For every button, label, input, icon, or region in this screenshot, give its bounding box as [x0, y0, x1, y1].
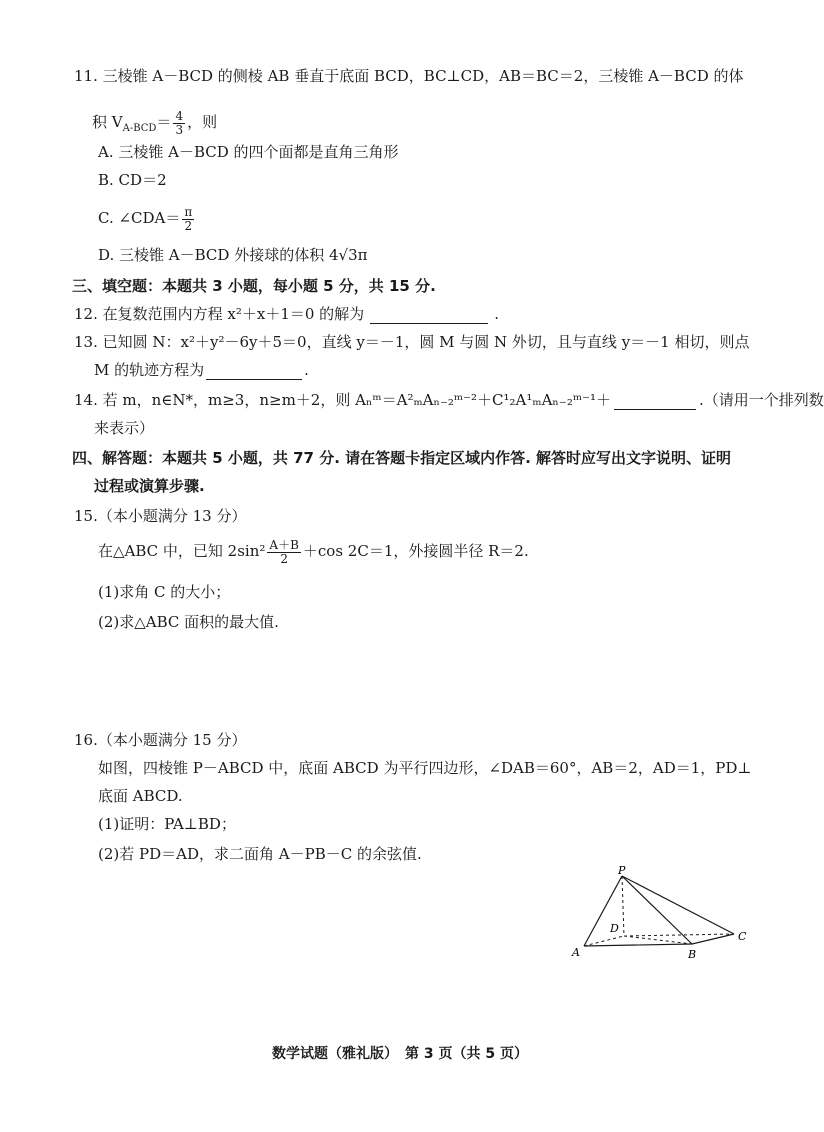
- q13-line1: 13. 已知圆 N：x²＋y²－6y＋5＝0，直线 y＝－1，圆 M 与圆 N 外切，且与直线 y＝－1 相切，则点: [74, 333, 750, 351]
- edge-AD: [584, 936, 624, 946]
- q16-stem1: 如图，四棱锥 P－ABCD 中，底面 ABCD 为平行四边形，∠DAB＝60°，AB＝2，AD＝1，PD⊥: [98, 759, 752, 777]
- q12-end: .: [494, 305, 499, 323]
- page-footer: 数学试题（雅礼版） 第 3 页（共 5 页）: [272, 1046, 528, 1062]
- edge-BC: [692, 934, 734, 944]
- q16-part1: (1)证明：PA⊥BD；: [98, 815, 236, 833]
- edge-DC: [624, 934, 734, 936]
- q15-frac-den: 2: [280, 551, 288, 566]
- edge-DB: [624, 936, 692, 944]
- section4-heading-cont: 过程或演算步骤.: [94, 477, 205, 495]
- q13-answer-blank[interactable]: [206, 363, 302, 380]
- q15-frac-num: A＋B: [269, 537, 299, 552]
- q11-volume-sub: A-BCD: [122, 123, 157, 134]
- q11-optc-num: π: [184, 204, 193, 219]
- edge-AB: [584, 944, 692, 946]
- q15-part2: (2)求△ABC 面积的最大值.: [98, 613, 279, 631]
- label-P: P: [618, 864, 626, 877]
- q15-stem-post: ＋cos 2C＝1，外接圆半径 R＝2.: [302, 542, 529, 560]
- q14-hint: .（请用一个排列数: [698, 391, 824, 409]
- q11-optc-den: 2: [184, 218, 193, 233]
- edge-PD: [622, 876, 624, 936]
- q16-part2: (2)若 PD＝AD，求二面角 A－PB－C 的余弦值.: [98, 845, 422, 863]
- q11-eq: ＝: [156, 113, 172, 131]
- q14-line2: 来表示）: [94, 419, 155, 437]
- q12-answer-blank[interactable]: [370, 307, 488, 324]
- edge-PA: [584, 876, 622, 946]
- label-A: A: [572, 946, 580, 959]
- q11-option-d: D. 三棱锥 A－BCD 外接球的体积 4√3π: [98, 246, 368, 264]
- edge-PB: [622, 876, 692, 944]
- label-B: B: [688, 948, 697, 961]
- q15-header: 15.（本小题满分 13 分）: [74, 507, 247, 525]
- q12-text: 12. 在复数范围内方程 x²＋x＋1＝0 的解为: [74, 305, 365, 323]
- edge-PC: [622, 876, 734, 934]
- q15-stem-pre: 在△ABC 中，已知 2sin²: [98, 542, 266, 560]
- label-D: D: [610, 922, 619, 935]
- q15-stem: [98, 532, 529, 570]
- q11-volume-fraction: [173, 110, 185, 137]
- q12: [74, 304, 499, 324]
- q13-text: M 的轨迹方程为: [94, 361, 205, 379]
- q13-end: .: [304, 361, 309, 379]
- q14-text: 14. 若 m，n∈N*，m≥3，n≥m＋2，则 Aₙᵐ＝A²ₘAₙ₋₂ᵐ⁻²＋C¹₂A¹ₘAₙ₋₂ᵐ⁻¹＋: [74, 391, 611, 409]
- q16-header: 16.（本小题满分 15 分）: [74, 731, 247, 749]
- q11-option-b: B. CD＝2: [98, 171, 167, 189]
- section4-heading: 四、解答题：本题共 5 小题，共 77 分. 请在答题卡指定区域内作答. 解答时应写出文字说明、证明: [72, 449, 732, 467]
- q11-option-c-fraction: [182, 206, 194, 233]
- q11-option-c: [98, 200, 196, 236]
- label-C: C: [738, 930, 747, 943]
- q11-frac-den: 3: [175, 122, 184, 137]
- q14-line1: [74, 390, 824, 410]
- q11-then: ，则: [187, 113, 218, 131]
- q15-fraction: [267, 539, 301, 566]
- q15-part1: (1)求角 C 的大小；: [98, 583, 231, 601]
- q13-line2: [94, 360, 309, 380]
- q11-option-a: A. 三棱锥 A－BCD 的四个面都是直角三角形: [98, 143, 399, 161]
- section3-heading: 三、填空题：本题共 3 小题，每小题 5 分，共 15 分.: [72, 277, 436, 295]
- q11-frac-num: 4: [175, 108, 184, 123]
- pyramid-figure: [568, 864, 768, 968]
- q14-answer-blank[interactable]: [614, 393, 696, 410]
- q11-line1: 11. 三棱锥 A－BCD 的侧棱 AB 垂直于底面 BCD，BC⊥CD，AB＝BC＝2，三棱锥 A－BCD 的体: [74, 67, 744, 85]
- q11-volume-label: 积 V: [92, 113, 123, 131]
- q16-stem2: 底面 ABCD.: [98, 787, 183, 805]
- q11-option-c-label: C. ∠CDA＝: [98, 209, 181, 227]
